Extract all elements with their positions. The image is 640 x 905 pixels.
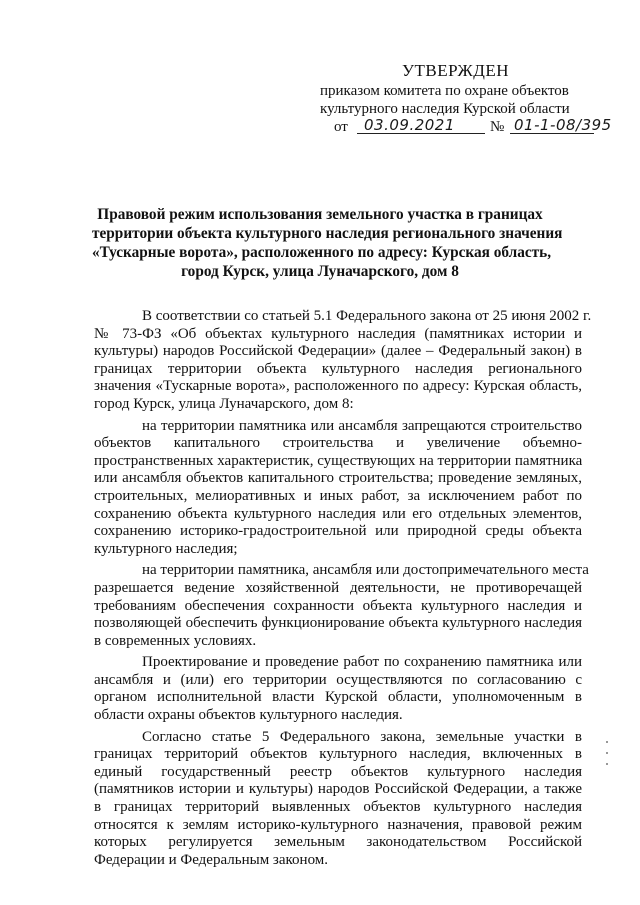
scan-speck xyxy=(606,752,608,754)
paragraph-line: значения «Тускарные ворота», расположенного по адресу: Курская область, xyxy=(94,378,582,395)
title-line: город Курск, улица Луначарского, дом 8 xyxy=(181,263,459,280)
document-title xyxy=(92,205,563,281)
handwritten-date: 03.09.2021 xyxy=(364,116,455,134)
paragraph-line: требованиям обеспечения сохранности объекта культурного наследия и xyxy=(94,597,582,614)
approved-heading: УТВЕРЖДЕН xyxy=(402,61,509,80)
paragraph-line: № 73-ФЗ «Об объектах культурного наследия (памятниках истории и xyxy=(94,325,582,342)
date-label: от xyxy=(334,119,348,135)
paragraph-line: на территории памятника, ансамбля или достопримечательного места xyxy=(142,562,589,579)
paragraph-line: сохранению объекта культурного наследия или его отдельных элементов, xyxy=(94,505,582,522)
scan-speck xyxy=(606,763,608,765)
paragraph-line: границах территорий объектов культурного наследия, включенных в xyxy=(94,746,582,763)
paragraph-line: в современных условиях. xyxy=(94,632,257,649)
approval-order-line-1: приказом комитета по охране объектов xyxy=(320,83,569,99)
paragraph-line: области охраны объектов культурного наследия. xyxy=(94,707,403,724)
title-line: Правовой режим использования земельного участка в границах xyxy=(97,206,543,223)
paragraph-line: границах территории объекта культурного наследия регионального xyxy=(94,360,582,377)
paragraph-line: сохранению историко-градостроительной или природной среды объекта xyxy=(94,523,582,540)
paragraph-permissions xyxy=(94,562,589,650)
paragraph-line: культурного наследия; xyxy=(94,540,238,557)
paragraph-approval-procedure xyxy=(94,654,582,724)
paragraph-line: позволяющей обеспечить функционирование объекта культурного наследия xyxy=(94,615,582,632)
approval-date-number-row xyxy=(334,118,624,140)
paragraph-line: на территории памятника или ансамбля запрещаются строительство xyxy=(142,417,582,434)
title-line: «Тускарные ворота», расположенного по адресу: Курская область, xyxy=(92,244,552,261)
paragraph-line: В соответствии со статьей 5.1 Федерального закона от 25 июня 2002 г. xyxy=(142,308,592,324)
paragraph-line: относятся к землям историко-культурного назначения, правовой режим xyxy=(94,816,582,833)
document-body xyxy=(94,308,592,873)
paragraph-line: ансамбля и (или) его территории осуществляются по согласованию с xyxy=(94,671,582,688)
paragraph-line: единый государственный реестр объектов культурного наследия xyxy=(94,763,582,780)
paragraph-line: разрешается ведение хозяйственной деятельности, не противоречащей xyxy=(94,579,582,596)
paragraph-line: объектов капитального строительства и увеличение объемно- xyxy=(94,435,582,452)
paragraph-line: пространственных характеристик, существующих на территории памятника xyxy=(94,452,583,469)
scan-speck xyxy=(606,741,608,743)
paragraph-line: или ансамбля объектов капитального строительства; проведение земляных, xyxy=(94,470,582,487)
number-label: № xyxy=(490,119,505,135)
handwritten-number: 01-1-08/395 xyxy=(514,116,612,134)
title-line: территории объекта культурного наследия регионального значения xyxy=(92,225,563,242)
paragraph-line: Федерации и Федеральным законом. xyxy=(94,851,329,868)
paragraph-land-category xyxy=(94,729,582,870)
paragraph-line: город Курск, улица Луначарского, дом 8: xyxy=(94,395,354,412)
approval-order-line-2: культурного наследия Курской области xyxy=(320,101,570,117)
paragraph-line: строительных, мелиоративных и иных работ, за исключением работ по xyxy=(94,487,582,504)
paragraph-line: культуры) народов Российской Федерации» (далее – Федеральный закон) в xyxy=(94,343,582,360)
paragraph-prohibitions xyxy=(94,418,582,559)
paragraph-line: Проектирование и проведение работ по сохранению памятника или xyxy=(142,654,582,671)
paragraph-line: в границах территорий выявленных объектов культурного наследия xyxy=(94,799,582,816)
paragraph-line: органом исполнительной власти Курской области, уполномоченным в xyxy=(94,689,582,706)
paragraph-line: (памятников истории и культуры) народов Российской Федерации, а также xyxy=(94,781,582,798)
paragraph-intro xyxy=(94,308,592,414)
paragraph-line: которых регулируется земельным законодательством Российской xyxy=(94,834,582,851)
paragraph-line: Согласно статье 5 Федерального закона, земельные участки в xyxy=(142,728,582,745)
